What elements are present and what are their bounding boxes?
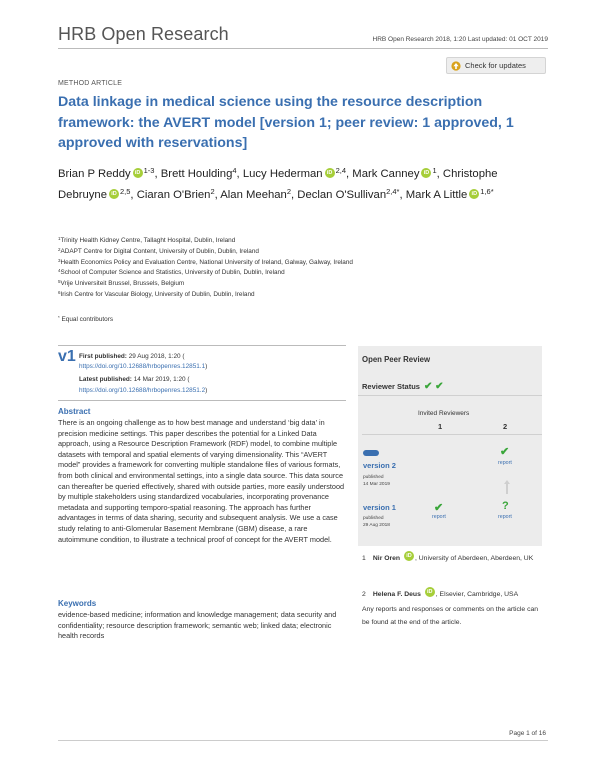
author — [161, 168, 240, 180]
affiliation-num: 3 — [58, 257, 61, 263]
article-title: Data linkage in medical science using the resource description framework: the AVERT model [version 1; peer review: 1 approved, 1 approved with reservations] — [58, 94, 514, 151]
first-published-label: First published: — [79, 353, 127, 360]
journal-header — [58, 24, 548, 48]
latest-published-line — [79, 375, 344, 385]
publication-info — [79, 352, 344, 396]
invited-reviewers-heading: Invited Reviewers — [418, 410, 470, 417]
orcid-icon[interactable] — [133, 168, 143, 178]
first-published-line — [79, 352, 344, 362]
v1-reviewer2-reservations-icon: ? — [502, 500, 509, 512]
author-name: Lucy Hederman — [242, 168, 323, 180]
affiliation — [58, 279, 528, 290]
reviewer-2-affil: , Elsevier, Cambridge, USA — [435, 591, 519, 598]
header-divider — [58, 48, 548, 49]
affiliation — [58, 247, 528, 258]
author-affil-sup: 2,4 — [335, 166, 346, 175]
v2-reviewer2-report-link[interactable]: report — [498, 460, 512, 466]
author — [297, 189, 402, 201]
latest-published-date: 14 Mar 2019, 1:20 ( — [133, 376, 190, 384]
author — [243, 168, 349, 180]
orcid-icon[interactable] — [404, 551, 414, 561]
affiliation-text: Health Economics Policy and Evaluation Centre, National University of Ireland, Galway, Galway, Ireland — [60, 258, 353, 266]
arrow-up-icon — [504, 480, 510, 494]
affiliation — [58, 268, 528, 279]
author-affil-sup: 1,6* — [480, 187, 494, 196]
version-2-date-value: 14 Mar 2019 — [363, 482, 390, 487]
author — [220, 189, 294, 201]
version-1-date — [363, 515, 390, 529]
author-separator: , — [130, 189, 134, 201]
journal-brand[interactable]: HRB Open Research — [58, 24, 229, 44]
affiliation-num: 1 — [58, 236, 61, 241]
author-affil-sup: 1-3 — [143, 166, 155, 175]
version-label: v1 — [58, 348, 76, 365]
check-for-updates-label: Check for updates — [465, 61, 526, 70]
author-separator: , — [346, 168, 350, 180]
author-name: Brett Houlding — [160, 168, 233, 180]
equal-contributors-note — [58, 316, 113, 323]
affiliation-text: Vrije Universiteit Brussel, Brussels, Belgium — [60, 280, 185, 288]
reviewer-status — [362, 381, 444, 392]
author-name: Mark Canney — [352, 168, 420, 180]
affiliation-text: ADAPT Centre for Digital Content, University of Dublin, Dublin, Ireland — [60, 247, 259, 255]
latest-version-badge — [363, 450, 379, 456]
author-separator: , — [236, 168, 240, 180]
journal-meta: HRB Open Research 2018, 1:20 Last updated: 01 OCT 2019 — [372, 36, 548, 43]
author-affil-sup: 2,4* — [386, 187, 400, 196]
reviewer-col-2: 2 — [503, 422, 508, 431]
author-separator: , — [291, 189, 295, 201]
review-grid-divider — [362, 434, 542, 435]
check-for-updates-button[interactable] — [446, 57, 546, 74]
author-affil-sup: 2,5 — [119, 187, 131, 196]
panel-divider — [358, 395, 542, 396]
orcid-icon[interactable] — [109, 189, 119, 199]
author-separator: , — [214, 189, 218, 201]
latest-doi-link[interactable]: https://doi.org/10.12688/hrbopenres.12851.2 — [79, 386, 206, 394]
affiliation — [58, 236, 528, 247]
affiliation — [58, 258, 528, 269]
affiliation-text: Irish Centre for Vascular Biology, University of Dublin, Dublin, Ireland — [60, 290, 255, 298]
equal-star: * — [58, 315, 60, 320]
crossmark-icon — [451, 61, 461, 71]
reviewer-col-1: 1 — [438, 422, 443, 431]
v2-reviewer2-approved-icon: ✔ — [500, 446, 510, 458]
latest-doi-close: ) — [205, 386, 208, 394]
affiliation-num: 2 — [58, 246, 61, 252]
article-type: METHOD ARTICLE — [58, 80, 123, 87]
equal-text: Equal contributors — [61, 316, 114, 323]
affiliation-text: Trinity Health Kidney Centre, Tallaght Hospital, Dublin, Ireland — [60, 237, 236, 244]
abstract-text: There is an ongoing challenge as to how best manage and understand ‘big data’ in precision medicine settings. This paper describes the potential for a Linked Data approach, using a Resource Description Framework (RDF) model, to combine multiple datasets with temporal and spatial elements of varying dimensionality. This “AVERT model” provides a framework for converting multiple standalone files of various formats, from both clinical and environmental settings, into a single data source. This data source can thereafter be queried effectively, shared with outside parties, more easily understood by multiple stakeholders using standardized vocabularies, incorporating provenance metadata and supporting temporo-spatial reasoning. The approach has further advantages in terms of data sharing, security and subsequent analysis. We use a case study relating to anti-Glomerular Basement Membrane (GBM) disease, a rare autoimmune condition, to illustrate a technical proof of concept for the AVERT model. — [58, 418, 345, 544]
author-name: Brian P Reddy — [58, 168, 131, 180]
page-number: Page 1 of 16 — [509, 730, 546, 737]
version-1-published: published — [363, 516, 384, 521]
affiliation-num: 5 — [58, 279, 61, 285]
author-separator: , — [399, 189, 403, 201]
reviewer-1-num: 1 — [362, 555, 366, 562]
author-affil-sup: 2 — [286, 187, 292, 196]
publication-divider-top — [58, 345, 346, 346]
reviewer-2-name[interactable]: Helena F. Deus — [372, 591, 421, 598]
first-doi-line — [79, 362, 344, 372]
author-name: Ciaran O'Brien — [136, 189, 211, 201]
v1-reviewer2-report-link[interactable]: report — [498, 514, 512, 520]
v1-reviewer1-approved-icon: ✔ — [434, 502, 444, 514]
reviewer-2-num: 2 — [362, 591, 366, 598]
author — [58, 168, 158, 180]
affiliation — [58, 290, 528, 301]
version-2-date — [363, 474, 390, 488]
latest-published-label: Latest published: — [79, 376, 132, 384]
v1-reviewer1-report-link[interactable]: report — [432, 514, 446, 520]
reviewer-1-name[interactable]: Nir Oren — [372, 555, 401, 562]
latest-doi-line — [79, 386, 344, 396]
reviewer-1-affil: , University of Aberdeen, Aberdeen, UK — [414, 555, 534, 562]
affiliation-text: School of Computer Science and Statistics, University of Dublin, Dublin, Ireland — [60, 269, 285, 277]
version-2-link[interactable]: version 2 — [363, 461, 396, 470]
affiliation-num: 6 — [58, 289, 61, 295]
author-affil-sup: 2 — [210, 187, 215, 196]
reviewer-status-label: Reviewer Status — [362, 382, 420, 391]
version-2-published: published — [363, 475, 384, 480]
keywords-text: evidence-based medicine; information and knowledge management; data security and confidentiality; resource description framework; semantic web; linked data; electronic health records — [58, 610, 337, 641]
author-separator: , — [154, 168, 158, 180]
keywords-heading: Keywords — [58, 599, 97, 608]
orcid-icon[interactable] — [421, 168, 431, 178]
affiliation-num: 4 — [58, 268, 61, 274]
author-name: Christophe Debruyne — [58, 168, 498, 201]
reviewer-2-entry — [362, 587, 546, 598]
author-name: Declan O'Sullivan — [297, 189, 387, 201]
open-peer-review-heading: Open Peer Review — [362, 355, 431, 364]
peer-review-note: Any reports and responses or comments on the article can be found at the end of the article. — [362, 606, 539, 626]
version-1-link[interactable]: version 1 — [363, 503, 396, 512]
orcid-icon[interactable] — [469, 189, 479, 199]
author-name: Mark A Little — [405, 189, 468, 201]
affiliation-list — [58, 236, 528, 301]
author-separator: , — [436, 168, 440, 180]
reviewer-status-checks: ✔ ✔ — [423, 381, 444, 392]
abstract-heading: Abstract — [58, 407, 91, 416]
first-doi-close: ) — [205, 363, 208, 371]
version-1-date-value: 29 Aug 2018 — [363, 523, 390, 528]
author-list — [58, 164, 538, 206]
author-affil-sup: 1 — [432, 166, 437, 175]
author — [352, 168, 440, 180]
reviewer-1-entry — [362, 551, 542, 566]
first-doi-link[interactable]: https://doi.org/10.12688/hrbopenres.12851.1 — [79, 363, 206, 371]
author — [137, 189, 218, 201]
orcid-icon[interactable] — [425, 587, 435, 597]
publication-divider-bottom — [58, 400, 346, 401]
footer-divider — [58, 740, 548, 741]
orcid-icon[interactable] — [325, 168, 335, 178]
author-affil-sup: 4 — [232, 166, 237, 175]
author — [406, 189, 494, 201]
author-name: Alan Meehan — [220, 189, 287, 201]
first-published-date: 29 Aug 2018, 1:20 ( — [128, 353, 185, 360]
